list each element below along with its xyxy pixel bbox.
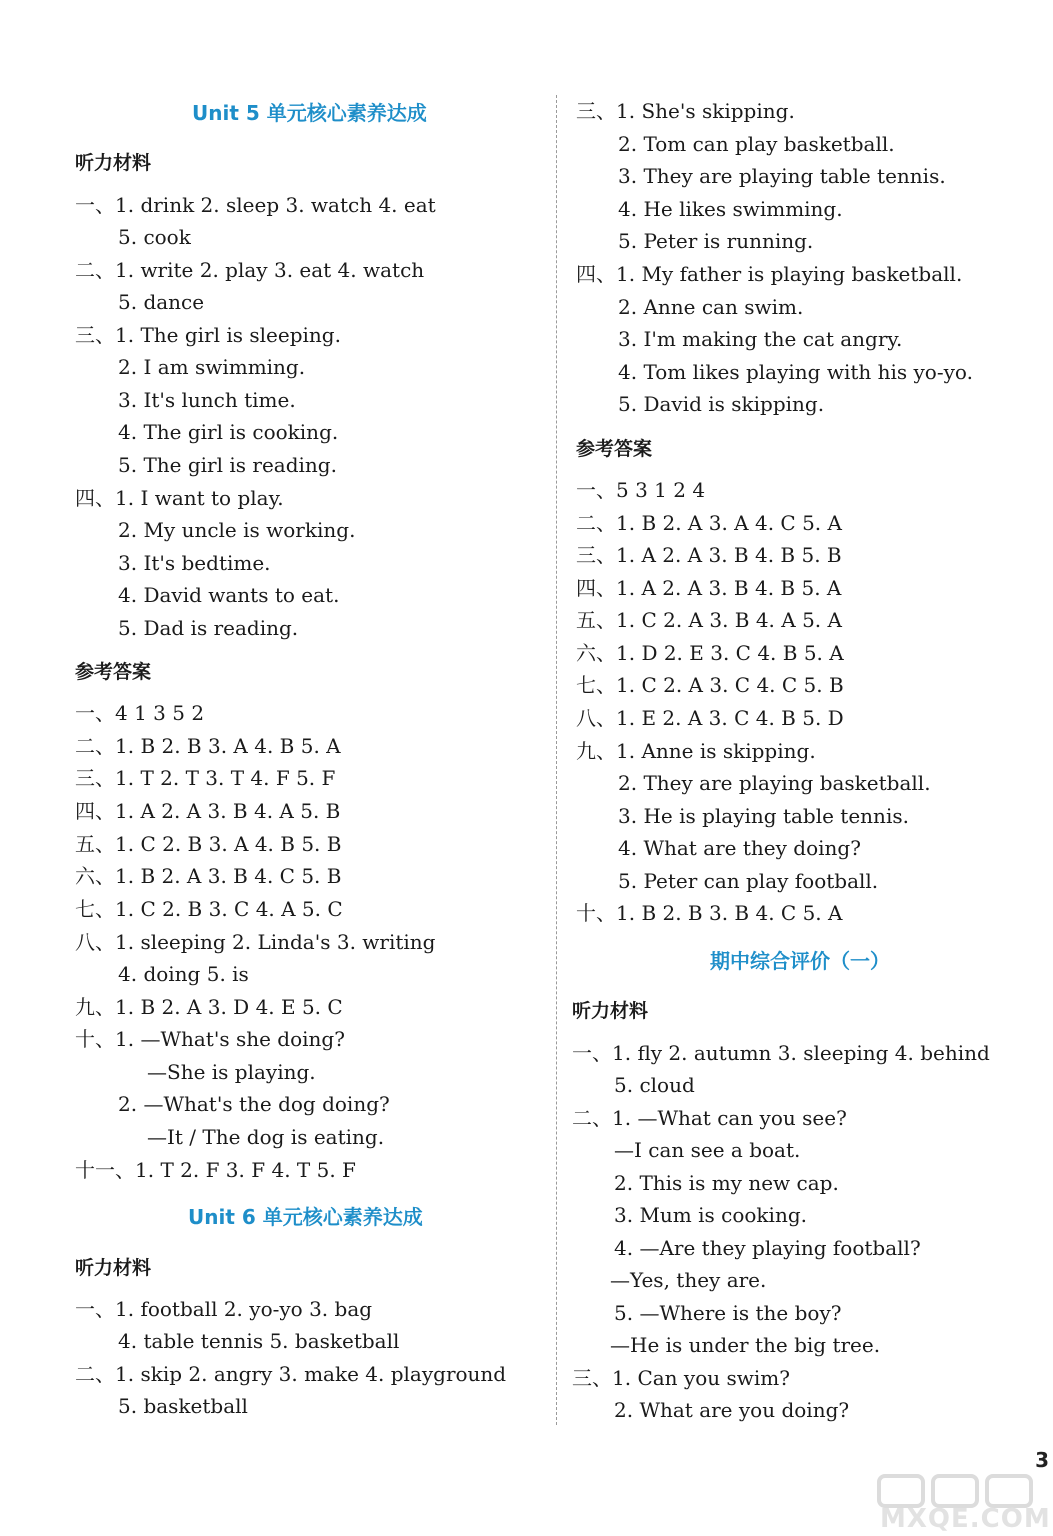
text-line: 2. This is my new cap. [614, 1171, 839, 1195]
text-line: 一、1. fly 2. autumn 3. sleeping 4. behind [572, 1041, 990, 1065]
text-line: 二、1. write 2. play 3. eat 4. watch [75, 258, 425, 282]
unit6-listening-heading: 听力材料 [75, 1257, 152, 1279]
text-line: —She is playing. [147, 1060, 316, 1084]
text-line: 三、1. T 2. T 3. T 4. F 5. F [75, 766, 336, 790]
text-line: 4. —Are they playing football? [614, 1236, 921, 1260]
text-line: 十一、1. T 2. F 3. F 4. T 5. F [75, 1158, 356, 1182]
text-line: 三、1. Can you swim? [572, 1366, 790, 1390]
text-line: 四、1. A 2. A 3. B 4. A 5. B [75, 799, 341, 823]
text-line: 5. —Where is the boy? [614, 1301, 842, 1325]
text-line: 一、1. drink 2. sleep 3. watch 4. eat [75, 193, 436, 217]
text-line: 2. Tom can play basketball. [618, 132, 895, 156]
text-line: 5. The girl is reading. [118, 453, 337, 477]
text-line: 5. Peter can play football. [618, 869, 879, 893]
text-line: 三、1. The girl is sleeping. [75, 323, 341, 347]
text-line: 四、1. My father is playing basketball. [576, 262, 963, 286]
unit5-listening-heading: 听力材料 [75, 152, 152, 174]
text-line: 二、1. —What can you see? [572, 1106, 847, 1130]
text-line: —Yes, they are. [610, 1268, 767, 1292]
text-line: 5. Dad is reading. [118, 616, 299, 640]
page-number: 3 [1035, 1448, 1049, 1472]
unit5-answers-heading: 参考答案 [75, 661, 152, 683]
text-line: 3. They are playing table tennis. [618, 164, 946, 188]
text-line: 一、1. football 2. yo-yo 3. bag [75, 1297, 373, 1321]
text-line: 十、1. B 2. B 3. B 4. C 5. A [576, 901, 843, 925]
text-line: 4. He likes swimming. [618, 197, 843, 221]
text-line: 七、1. C 2. B 3. C 4. A 5. C [75, 897, 343, 921]
text-line: 2. Anne can swim. [618, 295, 804, 319]
text-line: 4. doing 5. is [118, 962, 249, 986]
text-line: 3. It's bedtime. [118, 551, 271, 575]
text-line: 四、1. A 2. A 3. B 4. B 5. A [576, 576, 842, 600]
text-line: 4. The girl is cooking. [118, 420, 339, 444]
text-line: 2. I am swimming. [118, 355, 306, 379]
midterm-title: 期中综合评价（一） [710, 949, 890, 973]
unit6-answers-heading: 参考答案 [576, 438, 653, 460]
watermark-url: MXQE.COM [880, 1504, 1051, 1534]
text-line: 二、1. skip 2. angry 3. make 4. playground [75, 1362, 507, 1386]
text-line: 2. My uncle is working. [118, 518, 356, 542]
text-line: 八、1. E 2. A 3. C 4. B 5. D [576, 706, 844, 730]
text-line: 5. cloud [614, 1073, 695, 1097]
column-divider [556, 95, 557, 1425]
text-line: 九、1. B 2. A 3. D 4. E 5. C [75, 995, 343, 1019]
text-line: 5. David is skipping. [618, 392, 825, 416]
text-line: 十、1. —What's she doing? [75, 1027, 345, 1051]
text-line: 5. basketball [118, 1394, 248, 1418]
text-line: —I can see a boat. [614, 1138, 801, 1162]
text-line: 一、4 1 3 5 2 [75, 701, 205, 725]
text-line: 4. Tom likes playing with his yo-yo. [618, 360, 973, 384]
text-line: 2. They are playing basketball. [618, 771, 931, 795]
text-line: 八、1. sleeping 2. Linda's 3. writing [75, 930, 436, 954]
midterm-listening-heading: 听力材料 [572, 1000, 649, 1022]
text-line: 三、1. She's skipping. [576, 99, 795, 123]
text-line: 九、1. Anne is skipping. [576, 739, 816, 763]
text-line: 4. David wants to eat. [118, 583, 340, 607]
text-line: 5. cook [118, 225, 191, 249]
unit5-title: Unit 5 单元核心素养达成 [192, 101, 427, 125]
text-line: 4. table tennis 5. basketball [118, 1329, 400, 1353]
text-line: 五、1. C 2. B 3. A 4. B 5. B [75, 832, 342, 856]
text-line: 3. He is playing table tennis. [618, 804, 909, 828]
text-line: 七、1. C 2. A 3. C 4. C 5. B [576, 673, 844, 697]
text-line: 3. I'm making the cat angry. [618, 327, 903, 351]
text-line: 五、1. C 2. A 3. B 4. A 5. A [576, 608, 842, 632]
text-line: —It / The dog is eating. [147, 1125, 385, 1149]
text-line: 六、1. D 2. E 3. C 4. B 5. A [576, 641, 844, 665]
unit6-title: Unit 6 单元核心素养达成 [188, 1205, 423, 1229]
text-line: 六、1. B 2. A 3. B 4. C 5. B [75, 864, 342, 888]
text-line: 2. —What's the dog doing? [118, 1092, 390, 1116]
text-line: 四、1. I want to play. [75, 486, 284, 510]
text-line: 3. It's lunch time. [118, 388, 296, 412]
text-line: 二、1. B 2. B 3. A 4. B 5. A [75, 734, 341, 758]
text-line: 5. dance [118, 290, 205, 314]
text-line: 二、1. B 2. A 3. A 4. C 5. A [576, 511, 842, 535]
text-line: 2. What are you doing? [614, 1398, 850, 1422]
text-line: 3. Mum is cooking. [614, 1203, 807, 1227]
text-line: 三、1. A 2. A 3. B 4. B 5. B [576, 543, 842, 567]
text-line: —He is under the big tree. [610, 1333, 881, 1357]
text-line: 一、5 3 1 2 4 [576, 478, 706, 502]
text-line: 5. Peter is running. [618, 229, 814, 253]
text-line: 4. What are they doing? [618, 836, 861, 860]
